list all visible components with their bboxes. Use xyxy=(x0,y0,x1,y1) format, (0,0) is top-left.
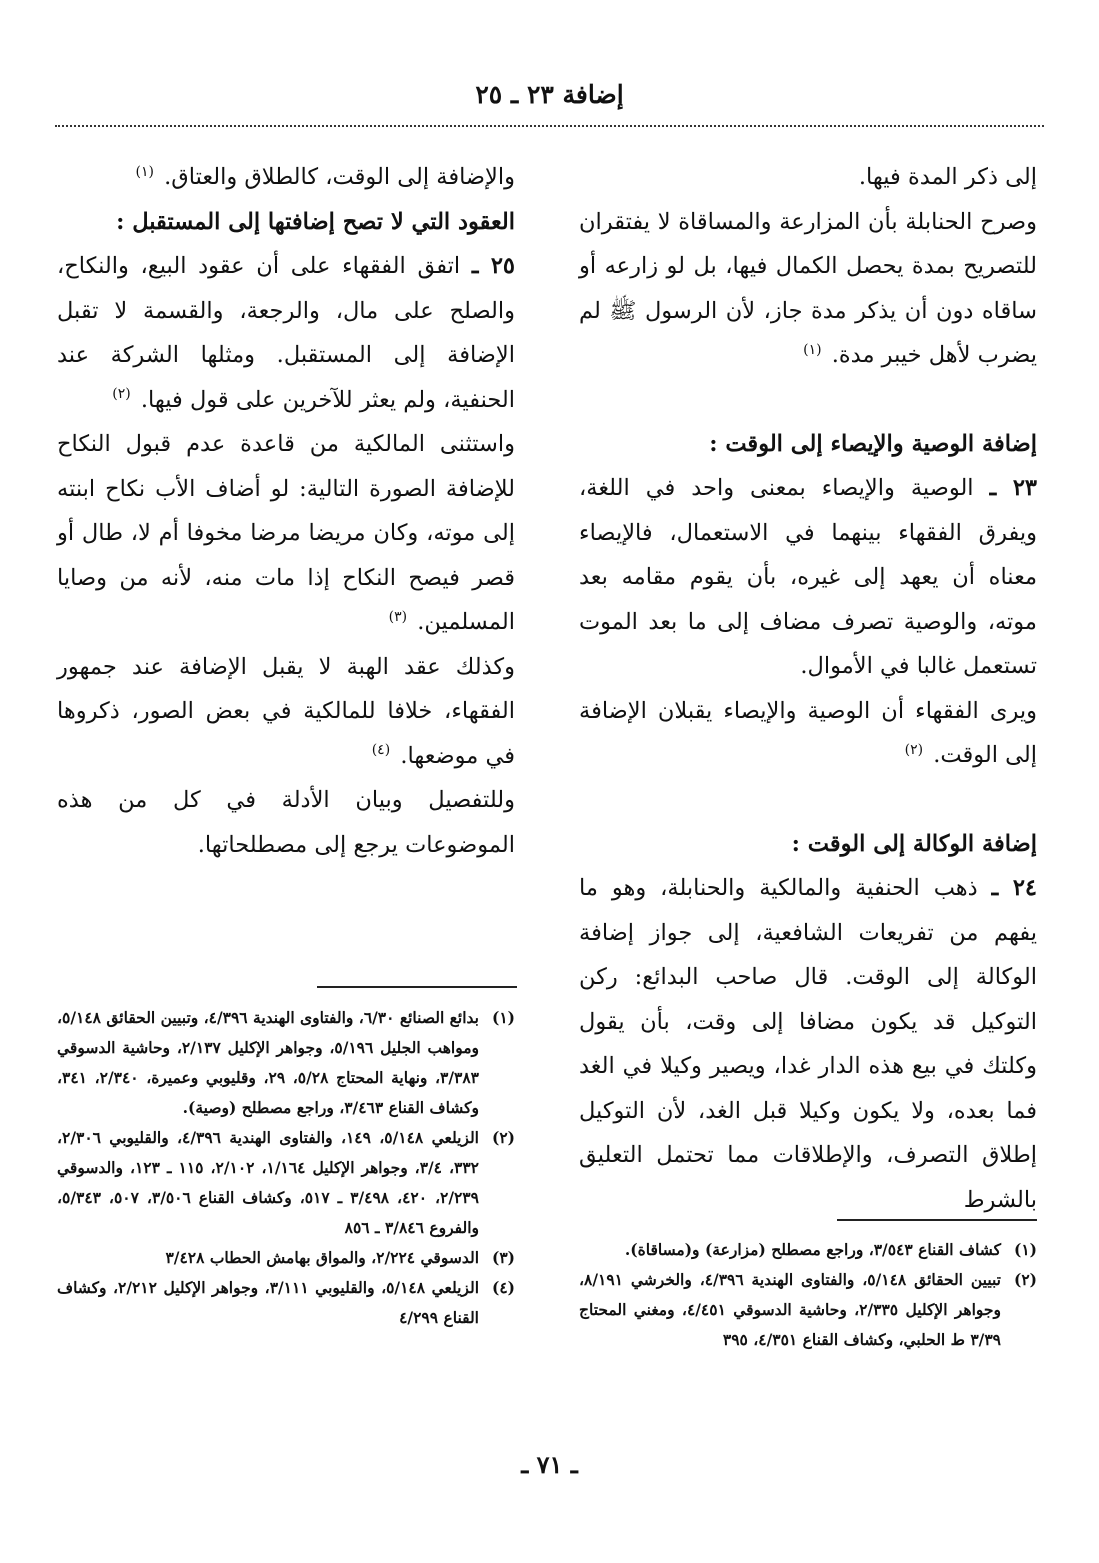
footnote-number: (٤) xyxy=(491,1278,515,1297)
paragraph-text: وصرح الحنابلة بأن المزارعة والمساقاة لا يفتقران للتصريح بمدة يحصل الكمال فيها، بل لو زارعه أو ساقاه دون أن يذكر مدة جاز، لأن الرسول ﷺ لم يضرب لأهل خيبر مدة. xyxy=(579,208,1037,368)
paragraph-text: واستثنى المالكية من قاعدة عدم قبول النكاح للإضافة الصورة التالية: لو أضاف الأب نكاح ابنته إلى موته، وكان مريضا مرضا مخوفا أم لا، طال أو قصر فيصح النكاح إذا مات منه، لأنه من وصايا المسلمين. xyxy=(57,431,515,635)
paragraph-text: وكذلك عقد الهبة لا يقبل الإضافة عند جمهور الفقهاء، خلافا للمالكية في بعض الصور، ذكروها في موضعها. xyxy=(57,653,515,769)
footnote-marker: (٢) xyxy=(904,741,924,758)
footnote-text: تبيين الحقائق ٥/١٤٨، والفتاوى الهندية ٤/٣٩٦، والخرشي ٨/١٩١، وجواهر الإكليل ٢/٣٣٥، وحاشية الدسوقي ٤/٤٥١، ومغني المحتاج ٣/٣٩ ط الحلبي، وكشاف القناع ٤/٣٥١، ٣٩٥ xyxy=(579,1270,1001,1349)
running-header: إضافة ٢٣ ـ ٢٥ xyxy=(475,80,624,109)
footnote-number: (١) xyxy=(1013,1240,1037,1259)
paragraph xyxy=(579,689,1037,778)
footnote-text: بدائع الصنائع ٦/٣٠، والفتاوى الهندية ٤/٣٩٦، وتبيين الحقائق ٥/١٤٨، ومواهب الجليل ٥/١٩٦، وجواهر الإكليل ٢/١٣٧، وحاشية الدسوقي ٣/٣٨٣، ونهاية المحتاج ٥/٢٨، ٢٩، وقليوبي وعميرة، ٢/٣٤٠، ٣٤١، وكشاف القناع ٣/٤٦٣، وراجع مصطلح (وصية). xyxy=(57,1008,479,1117)
footnote-marker: (٢) xyxy=(112,386,131,402)
paragraph-text: والإضافة إلى الوقت، كالطلاق والعتاق. xyxy=(164,164,515,190)
paragraph-text: الوصية والإيصاء بمعنى واحد في اللغة، ويفرق الفقهاء بينهما في الاستعمال، فالإيصاء معناه أن يعهد إلى غيره، بأن يقوم مقامه بعد موته، والوصية تصرف مضاف إلى ما بعد الموت تستعمل غالبا في الأموال. xyxy=(579,475,1037,679)
section-number: ٢٣ ـ xyxy=(989,475,1037,501)
footnote-rule xyxy=(317,986,517,988)
footnote-marker: (١) xyxy=(135,163,154,180)
footnote xyxy=(57,1123,515,1243)
footnote-marker: (١) xyxy=(803,341,822,358)
footnote-marker: (٣) xyxy=(388,608,408,625)
paragraph: إلى ذكر المدة فيها. xyxy=(858,164,1037,190)
section-number: ٢٥ ـ xyxy=(471,253,515,279)
paragraph-text: ذهب الحنفية والمالكية والحنابلة، وهو ما يفهم من تفريعات الشافعية، إلى جواز إضافة الوكالة إلى الوقت. قال صاحب البدائع: ركن التوكيل قد يكون مضافا إلى وقت، بأن يقول وكلتك في بيع هذه الدار غدا، ويصير وكيلا في الغد فما بعده، ولا يكون وكيلا قبل الغد، لأن التوكيل إطلاق التصرف، والإطلاقات مما تحتمل التعليق بالشرط xyxy=(579,875,1037,1213)
footnote xyxy=(57,1003,515,1123)
section-heading: العقود التي لا تصح إضافتها إلى المستقبل : xyxy=(116,208,515,235)
footnote-number: (١) xyxy=(491,1008,515,1027)
footnote xyxy=(57,1243,515,1273)
footnote xyxy=(579,1265,1037,1355)
footnote xyxy=(579,1235,1037,1265)
paragraph-text: ويرى الفقهاء أن الوصية والإيصاء يقبلان الإضافة إلى الوقت. xyxy=(579,697,1037,768)
left-column xyxy=(57,155,515,867)
paragraph xyxy=(57,244,515,422)
footnote-marker: (٤) xyxy=(371,742,391,758)
paragraph-text: اتفق الفقهاء على أن عقود البيع، والنكاح، والصلح على مال، والرجعة، والقسمة لا تقبل الإضافة إلى المستقبل. ومثلها الشركة عند الحنفية، ولم يعثر للآخرين على قول فيها. xyxy=(57,253,515,413)
footnotes-right xyxy=(579,1235,1037,1355)
footnote-text: الزيلعي ٥/١٤٨، والقليوبي ٣/١١١، وجواهر الإكليل ٢/٢١٢، وكشاف القناع ٤/٢٩٩ xyxy=(57,1278,479,1327)
footnote-number: (٢) xyxy=(491,1128,515,1147)
paragraph: وللتفصيل وبيان الأدلة في كل من هذه الموضوعات يرجع إلى مصطلحاتها. xyxy=(57,787,515,858)
footnote-number: (٣) xyxy=(491,1248,515,1267)
section-number: ٢٤ ـ xyxy=(991,875,1037,901)
right-column xyxy=(579,155,1037,1222)
footnotes-left xyxy=(57,1003,515,1333)
paragraph xyxy=(57,422,515,645)
footnote-text: كشاف القناع ٣/٥٤٣، وراجع مصطلح (مزارعة) و(مساقاة). xyxy=(624,1240,1001,1259)
header-dotted-rule xyxy=(55,125,1044,127)
footnote xyxy=(57,1273,515,1333)
paragraph xyxy=(57,645,515,779)
footnote-rule xyxy=(837,1219,1037,1221)
paragraph xyxy=(579,200,1037,378)
page-number: ـ ٧١ ـ xyxy=(521,1450,578,1479)
footnote-text: الزيلعي ٥/١٤٨، ١٤٩، والفتاوى الهندية ٤/٣٩٦، والقليوبي ٢/٣٠٦، ٣٣٢، ٣/٤، وجواهر الإكليل ١/١٦٤، ٢/١٠٢، ١١٥ ـ ١٢٣، والدسوقي ٢/٢٣٩، ٤٢٠، ٣/٤٩٨ ـ ٥١٧، وكشاف القناع ٣/٥٠٦، ٥٠٧، ٥/٣٤٣، والفروع ٣/٨٤٦ ـ ٨٥٦ xyxy=(57,1128,479,1237)
paragraph xyxy=(579,466,1037,689)
footnote-text: الدسوقي ٢/٢٢٤، والمواق بهامش الحطاب ٣/٤٢٨ xyxy=(165,1248,479,1267)
footnote-number: (٢) xyxy=(1013,1270,1037,1289)
paragraph xyxy=(579,866,1037,1222)
section-heading: إضافة الوكالة إلى الوقت : xyxy=(791,830,1037,857)
paragraph xyxy=(57,155,515,200)
section-heading: إضافة الوصية والإيصاء إلى الوقت : xyxy=(709,430,1037,457)
